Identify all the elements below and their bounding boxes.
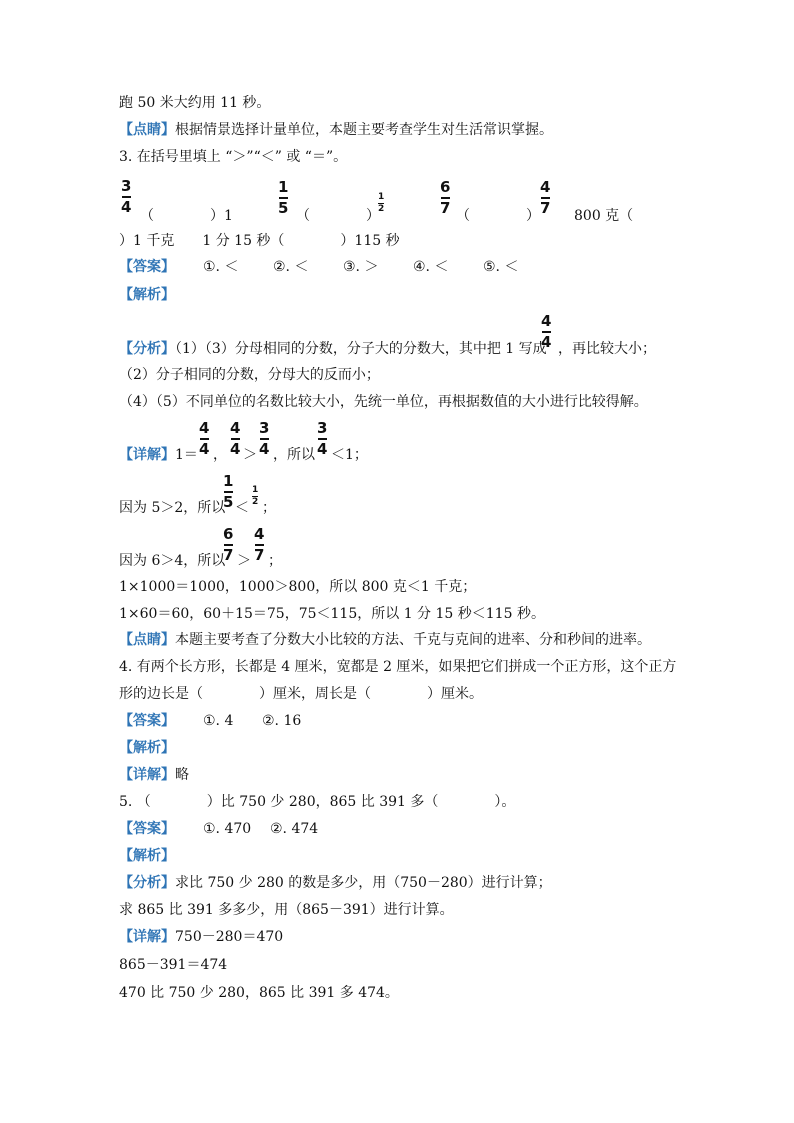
denominator: 4 (121, 198, 132, 216)
fraction-1-2 (252, 486, 258, 507)
denominator: 7 (540, 199, 551, 217)
numerator: 1 (252, 485, 259, 495)
answer-item: ②. 474 (270, 821, 319, 837)
answer-item: ①. ＜ (203, 259, 239, 275)
answer-item: ⑤. ＜ (483, 259, 519, 275)
fraction-6-7 (440, 180, 450, 216)
detail-text: ＜ (235, 500, 249, 516)
numerator: 4 (254, 525, 265, 543)
fraction-6-7 (223, 527, 233, 563)
detail-text: ＞ (243, 447, 257, 463)
detail-tag: 【详解】 (119, 447, 175, 463)
numerator: 1 (278, 178, 289, 196)
detail-line (119, 766, 189, 784)
fenxi-text-tail: ，再比较大小； (558, 341, 656, 357)
numerator: 6 (440, 178, 451, 196)
tip-line (119, 121, 553, 139)
answer-line (119, 258, 175, 276)
numerator: 3 (121, 177, 132, 195)
answer-item: ②. ＜ (273, 259, 309, 275)
detail-text: ， (213, 447, 227, 463)
answer-tag: 【答案】 (119, 713, 175, 729)
detail-line-2: 因为 5＞2，所以 (119, 500, 226, 516)
detail-line-3: 因为 6＞4，所以 (119, 553, 226, 569)
answer-line (119, 712, 175, 730)
denominator: 7 (254, 546, 265, 564)
answer-tag: 【答案】 (119, 259, 175, 275)
fraction-3-4 (317, 421, 327, 457)
denominator: 7 (223, 546, 234, 564)
fenxi-line-2: （2）分子相同的分数，分母大的反而小； (119, 367, 380, 383)
fraction-3-4 (259, 421, 269, 457)
answer-item: ④. ＜ (413, 259, 449, 275)
fraction-1-5 (223, 474, 233, 510)
fenxi-tag: 【分析】 (119, 341, 175, 357)
fenxi-text: （1）（3）分母相同的分数，分子大的分数大，其中把 1 写成 (175, 341, 547, 357)
analysis-tag: 【解析】 (119, 287, 175, 303)
denominator: 5 (278, 199, 289, 217)
tip-tag: 【点睛】 (119, 632, 175, 648)
question-3-title: 3. 在括号里填上 “＞”“＜” 或 “＝”。 (119, 149, 348, 165)
fenxi-line-3: （4）（5）不同单位的名数比较大小，先统一单位，再根据数值的大小进行比较得解。 (119, 394, 648, 410)
fenxi-tag: 【分析】 (119, 875, 175, 891)
answer-item: ③. ＞ (343, 259, 379, 275)
analysis-line (119, 286, 175, 304)
answer-tag: 【答案】 (119, 821, 175, 837)
detail-text: 750－280＝470 (175, 929, 284, 945)
fenxi-line-2: 求 865 比 391 多多少，用（865－391）进行计算。 (119, 902, 454, 918)
question-3-row2: ）1 千克 1 分 15 秒（ ）115 秒 (119, 233, 400, 249)
denominator: 2 (252, 497, 259, 507)
fraction-4-4 (230, 421, 240, 457)
numerator: 4 (230, 419, 241, 437)
fraction-4-7 (254, 527, 264, 563)
question-5-line: 5. （ ）比 750 少 280，865 比 391 多（ ）。 (119, 794, 516, 810)
detail-text: ＜1； (331, 447, 368, 463)
analysis-tag: 【解析】 (119, 848, 175, 864)
numerator: 1 (378, 192, 385, 202)
fenxi-text: 求比 750 少 280 的数是多少，用（750－280）进行计算； (175, 875, 552, 891)
tip-text: 根据情景选择计量单位，本题主要考查学生对生活常识掌握。 (175, 122, 553, 138)
question-4-line-2: 形的边长是（ ）厘米，周长是（ ）厘米。 (119, 686, 483, 702)
denominator: 4 (199, 440, 210, 458)
fraction-1-2 (378, 193, 384, 214)
fraction-1-5 (278, 180, 288, 216)
fenxi-line-1 (119, 340, 547, 358)
fraction-4-7 (540, 180, 550, 216)
detail-line (119, 928, 283, 946)
detail-tag: 【详解】 (119, 767, 175, 783)
tip-tag: 【点睛】 (119, 122, 175, 138)
fraction-3-4 (121, 179, 131, 215)
numerator: 4 (199, 419, 210, 437)
numerator: 3 (317, 419, 328, 437)
detail-line-3: 470 比 750 少 280，865 比 391 多 474。 (119, 985, 399, 1001)
answer-blank: （ ）1 (140, 208, 233, 224)
analysis-line (119, 847, 175, 865)
answer-item: ①. 4 (203, 713, 234, 729)
detail-line-1 (119, 446, 198, 464)
denominator: 4 (259, 440, 270, 458)
denominator: 5 (223, 493, 234, 511)
answer-item: ②. 16 (262, 713, 302, 729)
text-line: 跑 50 米大约用 11 秒。 (119, 95, 271, 111)
answer-line (119, 820, 175, 838)
question-4-line-1: 4. 有两个长方形，长都是 4 厘米，宽都是 2 厘米，如果把它们拼成一个正方形，这个正方 (119, 659, 677, 675)
tip-text: 本题主要考查了分数大小比较的方法、千克与克间的进率、分和秒间的进率。 (175, 632, 651, 648)
numerator: 4 (541, 312, 552, 330)
tip-line (119, 631, 651, 649)
denominator: 2 (378, 204, 385, 214)
fenxi-line (119, 874, 552, 892)
denominator: 4 (230, 440, 241, 458)
denominator: 7 (440, 199, 451, 217)
numerator: 4 (540, 178, 551, 196)
analysis-line (119, 739, 175, 757)
analysis-tag: 【解析】 (119, 740, 175, 756)
detail-text: 1＝ (175, 447, 198, 463)
answer-blank: （ ） (456, 208, 540, 224)
numerator: 3 (259, 419, 270, 437)
detail-line-2: 865－391＝474 (119, 957, 228, 973)
denominator: 4 (541, 333, 552, 351)
answer-item: ①. 470 (203, 821, 252, 837)
detail-text: ＞ (237, 553, 251, 569)
detail-text: 略 (175, 767, 189, 783)
detail-line-5: 1×60＝60，60＋15＝75，75＜115，所以 1 分 15 秒＜115 秒。 (119, 606, 545, 622)
denominator: 4 (317, 440, 328, 458)
question-text: 800 克（ (574, 208, 634, 224)
detail-tag: 【详解】 (119, 929, 175, 945)
fraction-4-4 (541, 314, 551, 350)
detail-text: ； (268, 553, 282, 569)
numerator: 6 (223, 525, 234, 543)
detail-line-4: 1×1000＝1000，1000＞800，所以 800 克＜1 千克； (119, 579, 477, 595)
answer-blank: （ ） (296, 208, 380, 224)
numerator: 1 (223, 472, 234, 490)
detail-text: ，所以 (273, 447, 315, 463)
detail-text: ； (262, 500, 276, 516)
fraction-4-4 (199, 421, 209, 457)
